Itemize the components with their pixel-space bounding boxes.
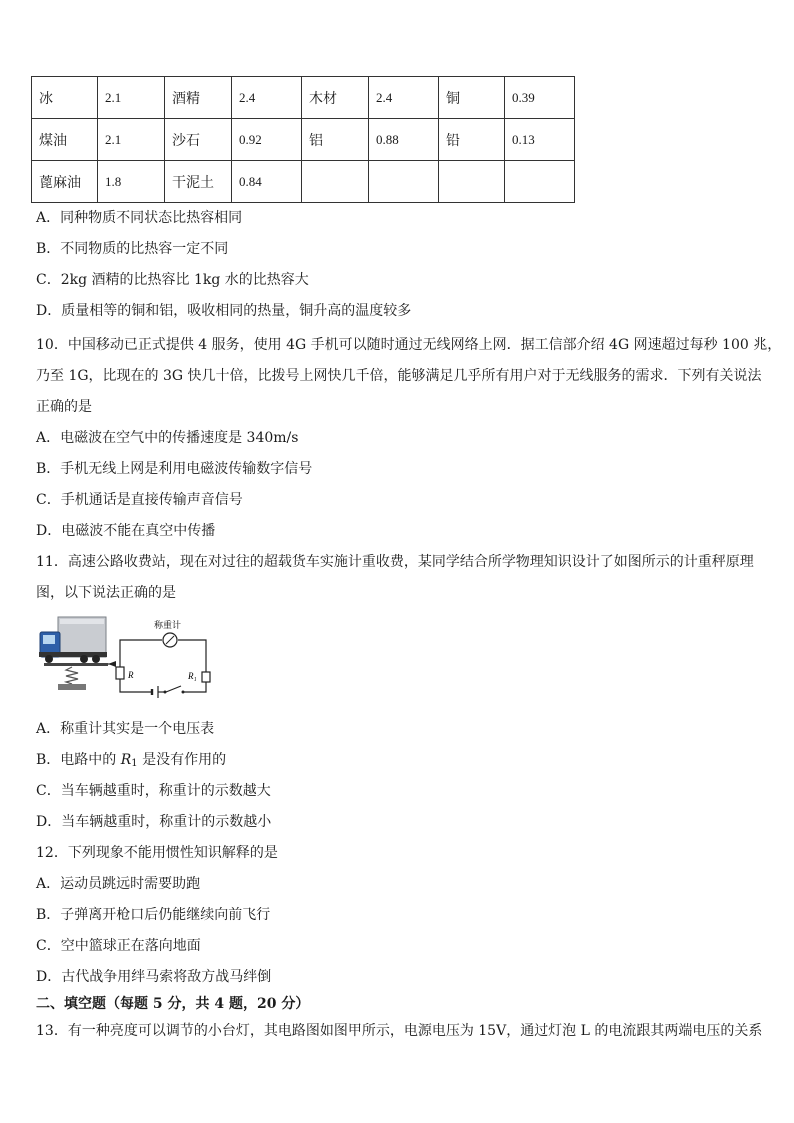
q11-option-b-text-end: 是没有作用的 [137,752,227,768]
table-cell [302,161,369,203]
table-cell: 沙石 [165,119,232,161]
table-cell: 0.84 [232,161,302,203]
table-cell: 煤油 [32,119,98,161]
meter-label: 称重计 [154,621,182,631]
q12-option-c: C．空中篮球正在落向地面 [36,938,201,954]
table-cell: 0.92 [232,119,302,161]
table-cell: 1.8 [98,161,165,203]
weighing-scale-circuit-figure [36,612,212,704]
resistor-r [116,667,124,679]
q11-stem-line: 11．高速公路收费站，现在对过往的超载货车实施计重收费，某同学结合所学物理知识设计了如图所示的计重秤原理 [36,554,754,570]
q12-option-d: D．古代战争用绊马索将敌方战马绊倒 [36,969,272,985]
q11-option-c: C．当车辆越重时，称重计的示数越大 [36,783,271,799]
q11-option-b [36,750,226,774]
truck-icon [39,617,107,663]
resistor-r1-label: R₁ [188,671,197,681]
spring-icon [66,667,78,684]
table-cell: 2.4 [369,77,439,119]
table-cell: 2.4 [232,77,302,119]
table-cell [505,161,575,203]
resistor-r-label: R [128,670,134,680]
table-cell: 0.13 [505,119,575,161]
scale-platform [44,663,108,666]
slider-arrow-icon [108,661,116,667]
q10-option-c: C．手机通话是直接传输声音信号 [36,492,243,508]
table-cell: 干泥土 [165,161,232,203]
table-row [32,77,575,119]
spring-base [58,684,86,690]
table-cell: 铜 [439,77,505,119]
table-cell [439,161,505,203]
table-row [32,161,575,203]
q11-stem-line: 图，以下说法正确的是 [36,585,176,601]
r1-subscript: 1 [131,758,138,769]
q11-option-d: D．当车辆越重时，称重计的示数越小 [36,814,272,830]
switch-icon [164,686,185,694]
table-cell: 木材 [302,77,369,119]
table-row [32,119,575,161]
section-title: 二、填空题（每题 5 分，共 4 题，20 分） [36,996,310,1012]
q10-stem-line: 乃至 1G，比现在的 3G 快几十倍，比拨号上网快几千倍，能够满足几乎所有用户对于无线服务的需求．下列有关说法 [36,368,762,384]
q12-stem: 12．下列现象不能用惯性知识解释的是 [36,845,278,861]
table-cell: 蓖麻油 [32,161,98,203]
table-cell [369,161,439,203]
q13-stem: 13．有一种亮度可以调节的小台灯，其电路图如图甲所示，电源电压为 15V，通过灯泡 L 的电流跟其两端电压的关系 [36,1023,763,1039]
q9-option-b: B．不同物质的比热容一定不同 [36,241,229,257]
table-cell: 2.1 [98,119,165,161]
r1-symbol: R [120,752,132,768]
q12-option-a: A．运动员跳远时需要助跑 [36,876,201,892]
table-cell: 0.88 [369,119,439,161]
q12-option-b: B．子弹离开枪口后仍能继续向前飞行 [36,907,271,923]
q11-option-b-text: B．电路中的 [36,752,121,768]
q11-option-a: A．称重计其实是一个电压表 [36,721,215,737]
table-cell: 2.1 [98,77,165,119]
q10-stem-line: 正确的是 [36,399,92,415]
specific-heat-table [31,76,575,203]
battery-icon [152,686,158,698]
table-cell: 铝 [302,119,369,161]
q10-option-b: B．手机无线上网是利用电磁波传输数字信号 [36,461,313,477]
q9-option-c: C．2kg 酒精的比热容比 1kg 水的比热容大 [36,272,309,288]
q9-option-a: A．同种物质不同状态比热容相同 [36,210,243,226]
q10-option-d: D．电磁波不能在真空中传播 [36,523,216,539]
table-cell: 铅 [439,119,505,161]
resistor-r1 [202,672,210,682]
q10-option-a: A．电磁波在空气中的传播速度是 340m/s [36,430,299,446]
table-cell: 0.39 [505,77,575,119]
q9-option-d: D．质量相等的铜和铝，吸收相同的热量，铜升高的温度较多 [36,303,412,319]
table-cell: 酒精 [165,77,232,119]
q10-stem-line: 10．中国移动已正式提供 4 服务，使用 4G 手机可以随时通过无线网络上网．据工信部介绍 4G 网速超过每秒 100 兆， [36,337,782,353]
table-cell: 冰 [32,77,98,119]
